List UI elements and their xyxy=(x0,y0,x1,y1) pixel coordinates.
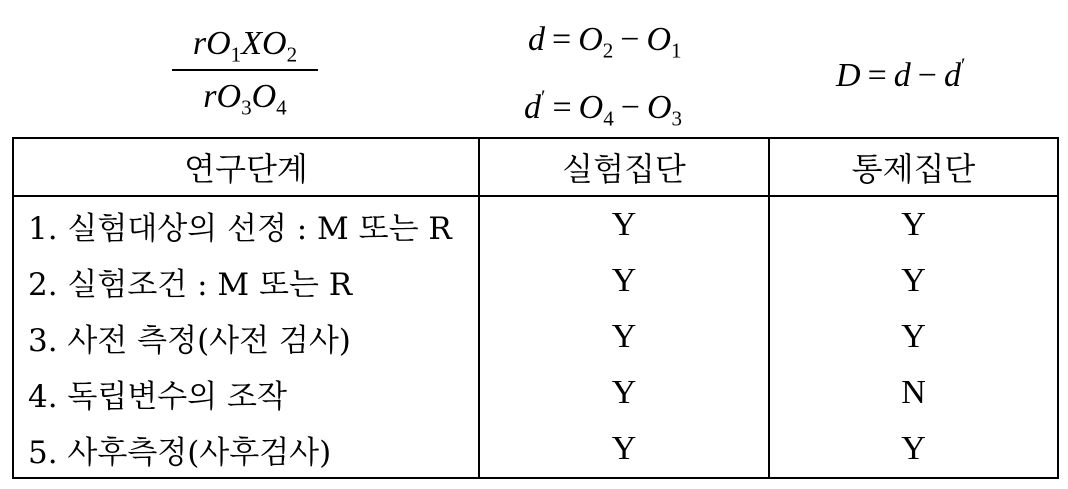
var-D: D xyxy=(836,57,861,94)
research-steps-table xyxy=(12,137,1059,479)
table-row xyxy=(13,421,1058,478)
equals-sign: = xyxy=(552,89,572,126)
subscript: 4 xyxy=(276,95,287,120)
var-d: d xyxy=(943,57,961,94)
var-d: d xyxy=(893,57,911,94)
equals-sign: = xyxy=(552,21,572,58)
design-fraction xyxy=(172,22,318,119)
prime-mark: ′ xyxy=(960,54,966,77)
subscript: 3 xyxy=(671,106,683,131)
equation-D xyxy=(836,56,965,96)
minus-sign: − xyxy=(917,57,937,94)
var-X: X xyxy=(241,25,262,62)
control-value: Y xyxy=(769,309,1058,365)
step-label: 1. 실험대상의 선정 : M 또는 R xyxy=(28,210,452,247)
fraction-bar xyxy=(172,69,318,71)
equation-d-prime xyxy=(524,86,683,131)
subscript: 2 xyxy=(602,38,614,63)
control-value: Y xyxy=(769,196,1058,253)
prime-mark: ′ xyxy=(541,86,546,109)
table-row xyxy=(13,309,1058,365)
control-value: Y xyxy=(769,421,1058,478)
var-d: d xyxy=(528,21,545,58)
experimental-value: Y xyxy=(479,309,769,365)
fraction-denominator xyxy=(172,75,318,119)
var-r: r xyxy=(203,78,217,115)
header-experimental-group: 실험집단 xyxy=(479,138,769,196)
table-row xyxy=(13,253,1058,309)
var-O: O xyxy=(646,89,672,126)
var-d: d xyxy=(524,89,541,126)
minus-sign: − xyxy=(620,21,640,58)
var-r: r xyxy=(192,25,207,62)
var-O: O xyxy=(578,21,603,58)
experimental-value: Y xyxy=(479,365,769,421)
step-label: 2. 실험조건 : M 또는 R xyxy=(28,266,353,303)
equation-d xyxy=(528,20,682,63)
equals-sign: = xyxy=(867,57,887,94)
var-O: O xyxy=(646,21,672,58)
fraction-numerator xyxy=(172,22,318,66)
var-O: O xyxy=(578,89,604,126)
header-control-group: 통제집단 xyxy=(769,138,1058,196)
step-label: 4. 독립변수의 조작 xyxy=(28,378,287,415)
step-label: 5. 사후측정(사후검사) xyxy=(28,434,332,471)
subscript: 3 xyxy=(241,95,252,120)
minus-sign: − xyxy=(620,89,640,126)
var-O: O xyxy=(216,78,242,115)
table-row xyxy=(13,196,1058,253)
control-value: Y xyxy=(769,253,1058,309)
subscript: 1 xyxy=(671,38,682,63)
var-O: O xyxy=(262,25,287,62)
table-header-row xyxy=(13,138,1058,196)
subscript: 1 xyxy=(230,42,242,67)
step-label: 3. 사전 측정(사전 검사) xyxy=(28,322,351,359)
subscript: 4 xyxy=(603,106,614,131)
header-research-stage: 연구단계 xyxy=(13,138,479,196)
table-row xyxy=(13,365,1058,421)
var-O: O xyxy=(206,25,231,62)
var-O: O xyxy=(251,78,277,115)
formula-area xyxy=(0,0,1068,138)
experimental-value: Y xyxy=(479,421,769,478)
subscript: 2 xyxy=(286,42,298,67)
experimental-value: Y xyxy=(479,196,769,253)
control-value: N xyxy=(769,365,1058,421)
experimental-value: Y xyxy=(479,253,769,309)
